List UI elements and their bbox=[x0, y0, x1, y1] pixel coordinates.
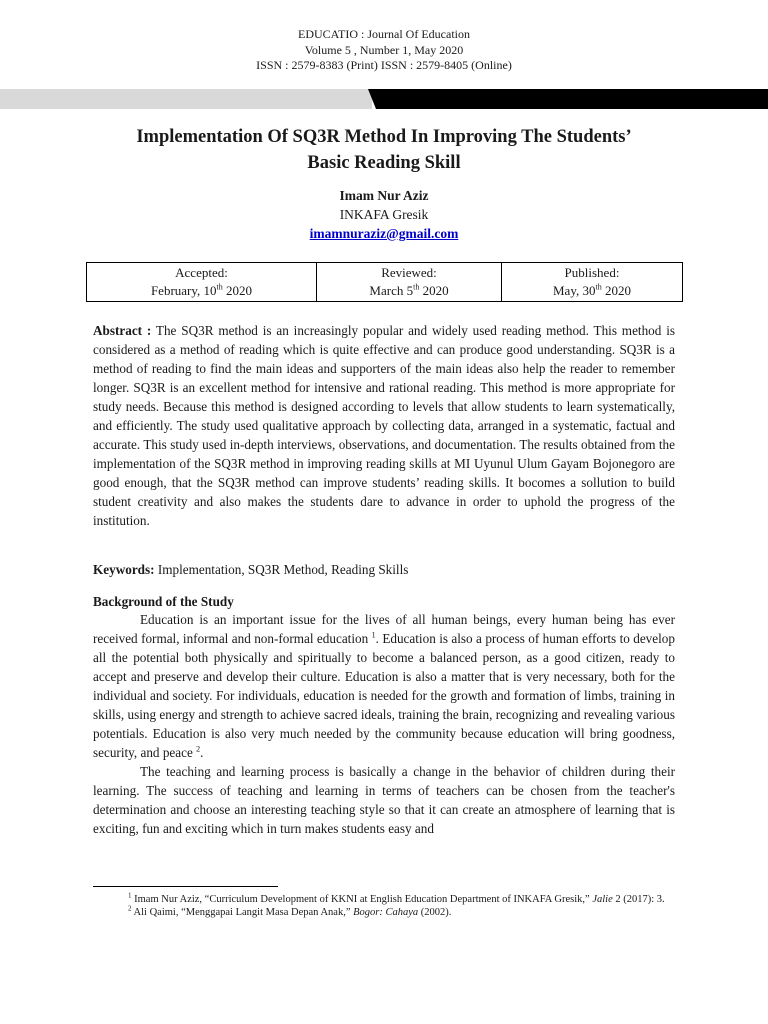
keywords bbox=[93, 560, 675, 579]
footnote-2: $^2$ Ali Qaimi, “Menggapai Langit Masa Depan Anak,” Bogor: Cahaya (2002). bbox=[128, 904, 452, 918]
reviewed-cell bbox=[317, 263, 502, 302]
body-text bbox=[93, 610, 675, 838]
keywords-label: Keywords: bbox=[93, 562, 155, 577]
journal-name: EDUCATIO : Journal Of Education bbox=[298, 27, 470, 41]
dates-table bbox=[86, 262, 683, 302]
paper-title-line-1: Implementation Of SQ3R Method In Improving The Students’ bbox=[136, 127, 632, 147]
abstract-text: The SQ3R method is an increasingly popular and widely used reading method. This method is considered as a method of reading which is quite effective and can produce good understanding. SQ3R is a method of reading to find the main ideas and supporters of the main ideas also help the reader to remember longer. SQ3R is an excellent method for intensive and rational reading. This method is more appropriate for study needs. Because this method is designed according to levels that allow students to learn systematically, and efficiently. The study used qualitative approach by collecting data, arranged in a systematic, factual and accurate. This study used in-depth interviews, observations, and documentation. The results obtained from the implementation of the SQ3R method in improving reading skills at MI Uyunul Ulum Gayam Bojonegoro are good enough, that the SQ3R method can improve students’ reading skills. It bocomes a sollution to build student creativity and also makes the students dare to advance in order to uphold the progress of the institution. bbox=[93, 323, 676, 528]
published-label: Published: bbox=[564, 265, 620, 280]
paragraph-2: The teaching and learning process is basically a change in the behavior of children during their learning. The success of teaching and learning in terms of teachers can be chosen from the teacher's determination and choose an interesting teaching style so that it can create an atmosphere of learning that is exciting, fun and exciting which in turn makes students easy and bbox=[93, 764, 675, 836]
author-name: Imam Nur Aziz bbox=[339, 188, 429, 203]
paper-title-line-2: Basic Reading Skill bbox=[307, 153, 461, 173]
footnote-ref-1[interactable]: 1 bbox=[371, 630, 376, 640]
published-date: May, 30th 2020 bbox=[553, 282, 631, 298]
section-heading: Background of the Study bbox=[93, 594, 234, 609]
footnote-ref-2[interactable]: 2 bbox=[196, 744, 201, 754]
accepted-label: Accepted: bbox=[175, 265, 228, 280]
journal-issn: ISSN : 2579-8383 (Print) ISSN : 2579-8405 (Online) bbox=[256, 58, 512, 72]
author-block bbox=[0, 186, 768, 243]
abstract-label: Abstract : bbox=[93, 323, 152, 338]
keywords-text: Implementation, SQ3R Method, Reading Skills bbox=[154, 562, 409, 577]
accepted-date: February, 10th 2020 bbox=[150, 282, 253, 298]
author-affiliation: INKAFA Gresik bbox=[339, 207, 429, 222]
paper-title bbox=[60, 124, 708, 176]
paragraph-1: Education is an important issue for the lives of all human beings, every human being has ever received formal, informal and non-formal education $^1$. Education is also a process of human efforts to develop all the potential both physically and spiritually to become a balanced person, as a good citizen, ready to accept and preserve and develop their culture. Education is also a matter that is very necessary, both for the individual and society. For individuals, education is needed for the growth and formation of limbs, training in skills, using energy and strength to achieve sacred ideals, training the brain, recognizing and revealing various potentials. Education is also very much needed by the community because education will bring goodness, security, and peace $^2$. bbox=[93, 612, 675, 760]
footnote-1: $^1$ Imam Nur Aziz, “Curriculum Development of KKNI at English Education Department of INKAFA Gresik,” Jalie 2 (2017): 3. bbox=[128, 891, 665, 905]
author-email-link[interactable]: imamnuraziz@gmail.com bbox=[309, 226, 459, 241]
header-band-gray bbox=[0, 89, 372, 109]
footnotes bbox=[93, 893, 675, 919]
abstract bbox=[93, 321, 675, 530]
journal-volume: Volume 5 , Number 1, May 2020 bbox=[304, 42, 464, 57]
footnote-divider bbox=[93, 886, 278, 887]
header-band bbox=[0, 89, 768, 109]
journal-header bbox=[0, 27, 768, 74]
reviewed-label: Reviewed: bbox=[381, 265, 437, 280]
published-cell bbox=[502, 263, 683, 302]
reviewed-date: March 5th 2020 bbox=[369, 282, 449, 298]
header-band-black bbox=[368, 89, 768, 109]
accepted-cell bbox=[87, 263, 317, 302]
